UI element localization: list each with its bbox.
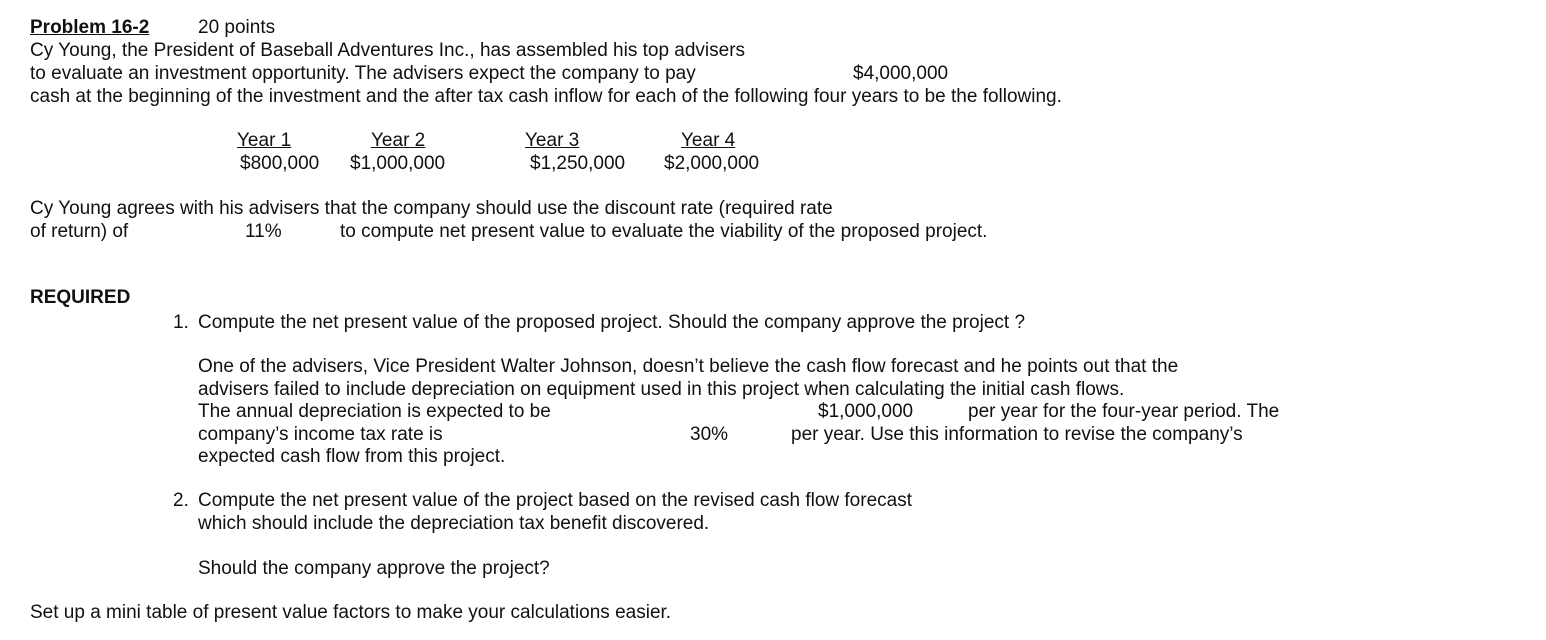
- tax-rate-line-prefix: company’s income tax rate is: [198, 424, 443, 445]
- question-2-line-1: Compute the net present value of the project based on the revised cash flow forecast: [198, 490, 912, 511]
- required-heading: REQUIRED: [30, 287, 131, 308]
- year-1-value: $800,000: [240, 153, 320, 174]
- advisers-paragraph-line-2: advisers failed to include depreciation on equipment used in this project when calculating the initial cash flows.: [198, 379, 1125, 400]
- intro-line-1: Cy Young, the President of Baseball Adventures Inc., has assembled his top advisers: [30, 40, 746, 61]
- points-label: 20 points: [198, 17, 276, 38]
- depreciation-value: $1,000,000: [818, 401, 914, 422]
- discount-line-2-suffix: to compute net present value to evaluate the viability of the proposed project.: [340, 221, 988, 242]
- discount-rate-value: 11%: [245, 221, 282, 242]
- initial-payment-value: $4,000,000: [853, 63, 949, 84]
- year-3-value: $1,250,000: [530, 153, 626, 174]
- year-2-value: $1,000,000: [350, 153, 446, 174]
- approve-question: Should the company approve the project?: [198, 558, 550, 579]
- advisers-paragraph-line-5: expected cash flow from this project.: [198, 446, 506, 467]
- intro-line-2: to evaluate an investment opportunity. The advisers expect the company to pay: [30, 63, 696, 84]
- problem-title: Problem 16-2: [30, 17, 150, 38]
- year-3-label: Year 3: [525, 130, 580, 151]
- year-4-value: $2,000,000: [664, 153, 760, 174]
- year-1-label: Year 1: [237, 130, 292, 151]
- tax-rate-value: 30%: [690, 424, 729, 445]
- discount-line-2-prefix: of return) of: [30, 221, 129, 242]
- question-2-number: 2.: [173, 490, 189, 511]
- footer-instruction: Set up a mini table of present value factors to make your calculations easier.: [30, 602, 672, 623]
- year-4-label: Year 4: [681, 130, 736, 151]
- depreciation-line-prefix: The annual depreciation is expected to be: [198, 401, 551, 422]
- question-1-text: Compute the net present value of the proposed project. Should the company approve the project ?: [198, 312, 1026, 333]
- intro-line-3: cash at the beginning of the investment and the after tax cash inflow for each of the following four years to be the following.: [30, 86, 1062, 107]
- discount-line-1: Cy Young agrees with his advisers that the company should use the discount rate (required rate: [30, 198, 833, 219]
- question-1-number: 1.: [173, 312, 189, 333]
- advisers-paragraph-line-1: One of the advisers, Vice President Walter Johnson, doesn’t believe the cash flow forecast and he points out that the: [198, 356, 1179, 377]
- tax-rate-line-suffix: per year. Use this information to revise the company’s: [791, 424, 1243, 445]
- depreciation-line-suffix: per year for the four-year period. The: [968, 401, 1280, 422]
- year-2-label: Year 2: [371, 130, 426, 151]
- question-2-line-2: which should include the depreciation tax benefit discovered.: [198, 513, 710, 534]
